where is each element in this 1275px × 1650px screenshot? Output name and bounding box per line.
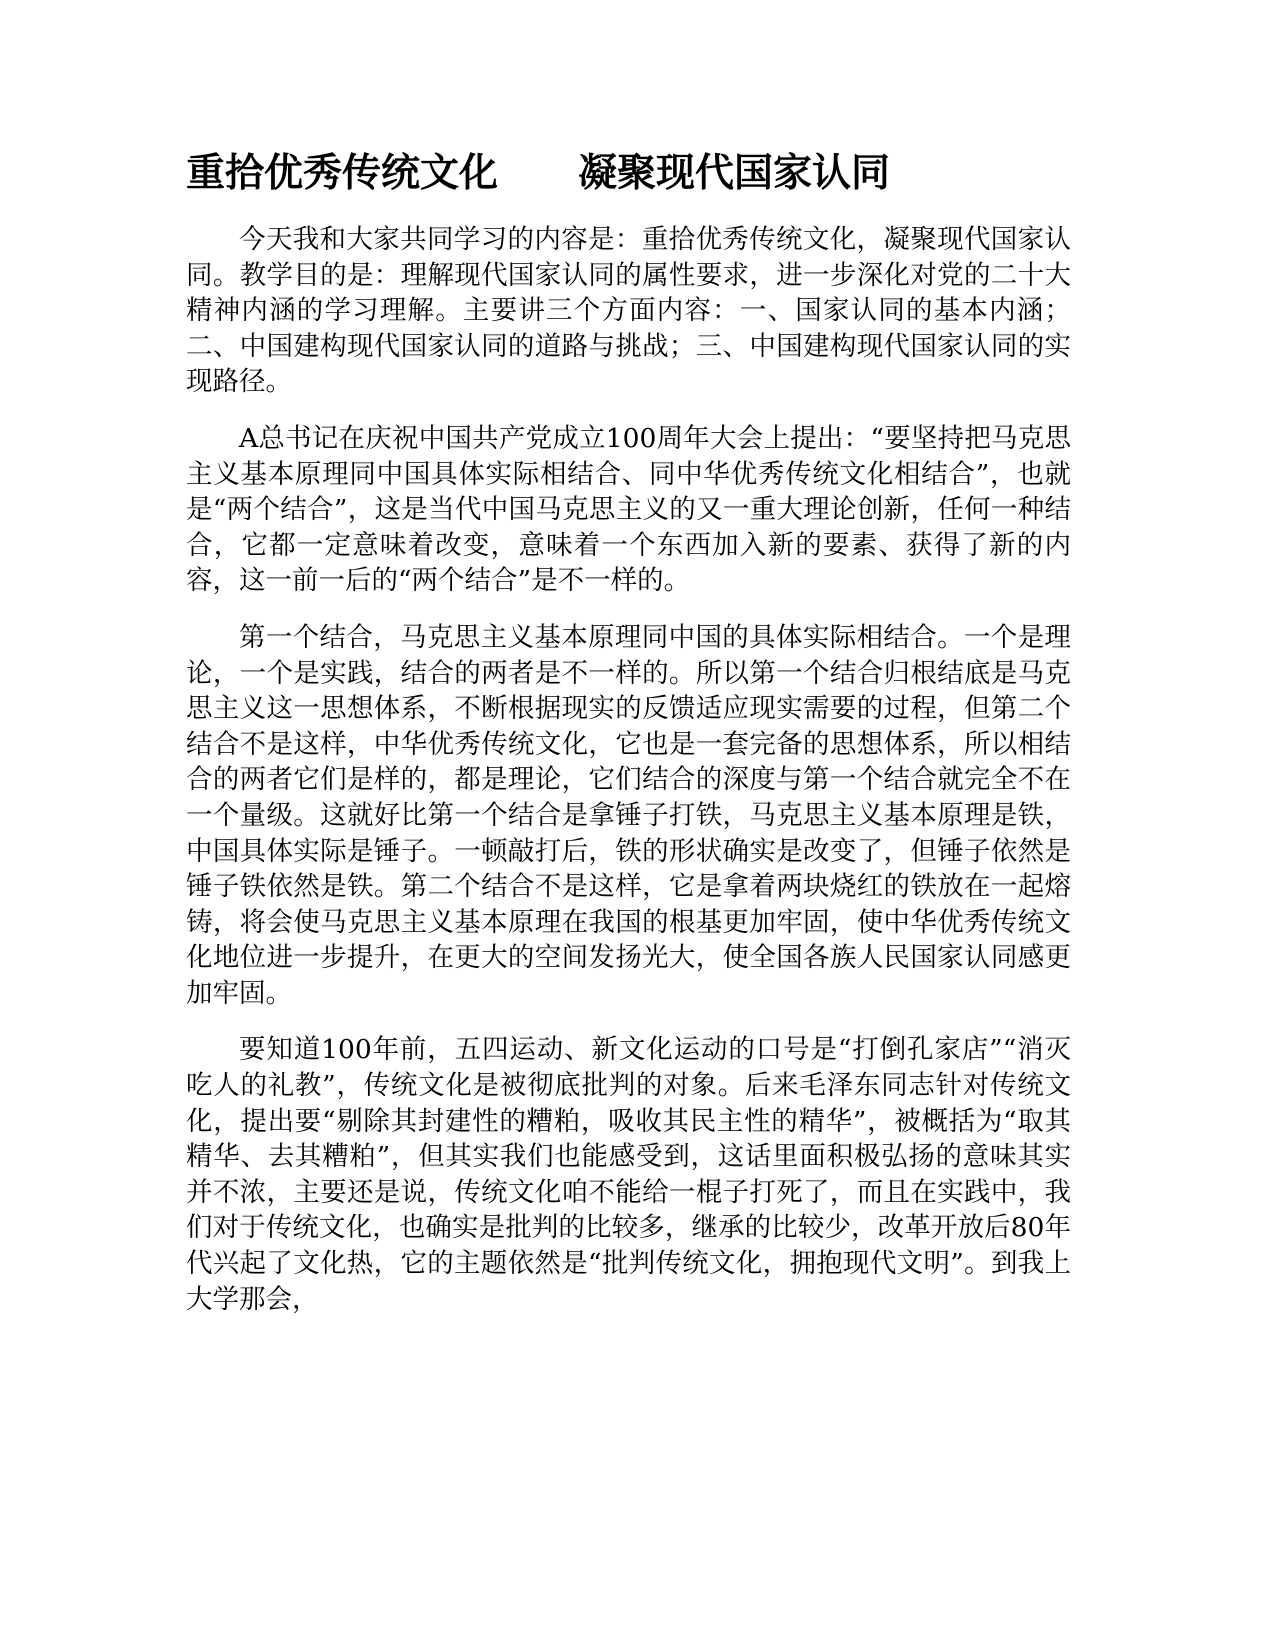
page-title bbox=[186, 148, 1086, 200]
paragraph-first-combination: 第一个结合，马克思主义基本原理同中国的具体实际相结合。一个是理论，一个是实践，结合的两者是不一样的。所以第一个结合归根结底是马克思主义这一思想体系，不断根据现实的反馈适应现实需要的过程，但第二个结合不是这样，中华优秀传统文化，它也是一套完备的思想体系，所以相结合的两者它们是样的，都是理论，它们结合的深度与第一个结合就完全不在一个量级。这就好比第一个结合是拿锤子打铁，马克思主义基本原理是铁，中国具体实际是锤子。一顿敲打后，铁的形状确实是改变了，但锤子依然是锤子铁依然是铁。第二个结合不是这样，它是拿着两块烧红的铁放在一起熔铸，将会使马克思主义基本原理在我国的根基更加牢固，使中华优秀传统文化地位进一步提升，在更大的空间发扬光大，使全国各族人民国家认同感更加牢固。 bbox=[186, 621, 1071, 1009]
paragraph-history: 要知道100年前，五四运动、新文化运动的口号是“打倒孔家店”“消灭吃人的礼教”，传统文化是被彻底批判的对象。后来毛泽东同志针对传统文化，提出要“剔除其封建性的糟粕，吸收其民主性的精华”，被概括为“取其精华、去其糟粕”，但其实我们也能感受到，这话里面积极弘扬的意味其实并不浓，主要还是说，传统文化咱不能给一棍子打死了，而且在实践中，我们对于传统文化，也确实是批判的比较多，继承的比较少，改革开放后80年代兴起了文化热，它的主题依然是“批判传统文化，拥抱现代文明”。到我上大学那会， bbox=[186, 1034, 1071, 1315]
paragraph-intro: 今天我和大家共同学习的内容是：重拾优秀传统文化，凝聚现代国家认同。教学目的是：理解现代国家认同的属性要求，进一步深化对党的二十大精神内涵的学习理解。主要讲三个方面内容：一、国家认同的基本内涵；二、中国建构现代国家认同的道路与挑战；三、中国建构现代国家认同的实现路径。 bbox=[186, 224, 1071, 398]
title-part-1: 重拾优秀传统文化 bbox=[186, 151, 499, 196]
paragraph-two-combinations: A总书记在庆祝中国共产党成立100周年大会上提出：“要坚持把马克思主义基本原理同中国具体实际相结合、同中华优秀传统文化相结合”，也就是“两个结合”，这是当代中国马克思主义的又一重大理论创新，任何一种结合，它都一定意味着改变，意味着一个东西加入新的要素、获得了新的内容，这一前一后的“两个结合”是不一样的。 bbox=[186, 422, 1071, 597]
document-body bbox=[186, 222, 1071, 1338]
title-part-2: 凝聚现代国家认同 bbox=[578, 151, 891, 196]
